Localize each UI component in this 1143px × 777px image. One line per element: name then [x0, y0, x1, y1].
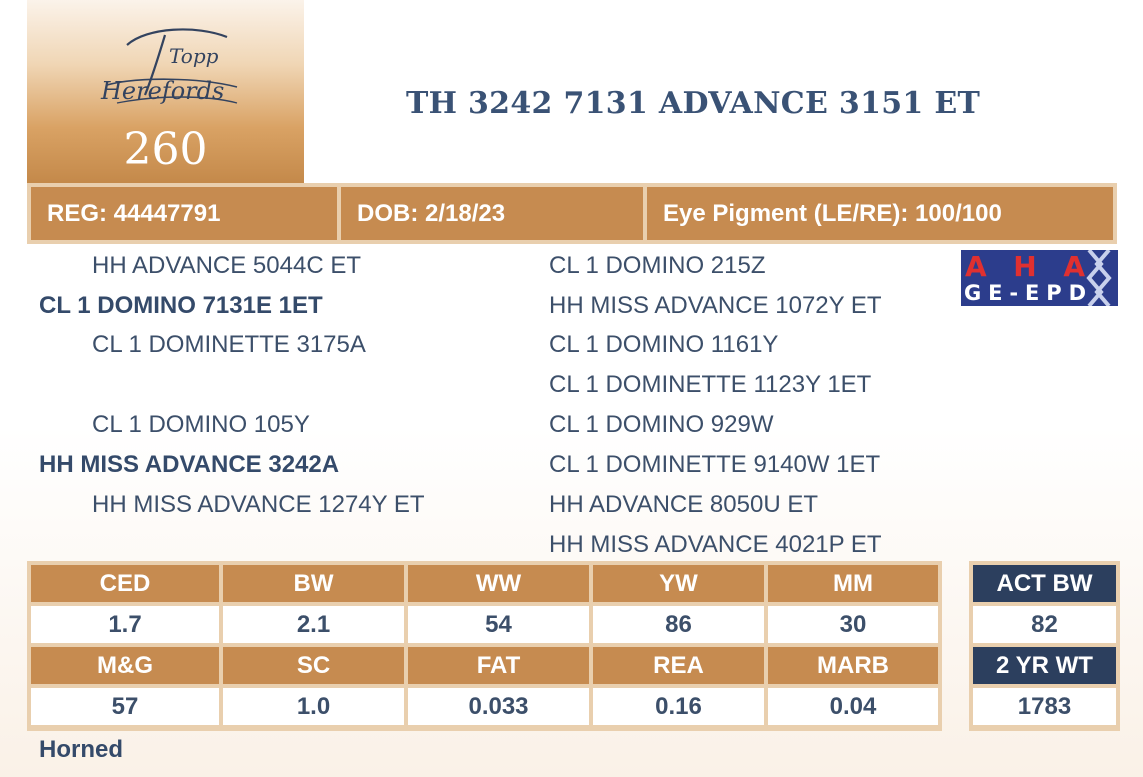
pedigree-sire-dam: CL 1 DOMINETTE 3175A [92, 331, 366, 358]
epd-header-marb: MARB [768, 647, 938, 684]
registration-bar [27, 183, 1117, 244]
epd-header-ww: WW [408, 565, 589, 602]
two-yr-wt-value: 1783 [973, 688, 1116, 725]
epd-value-rea: 0.16 [593, 688, 764, 725]
epd-value-bw: 2.1 [223, 606, 404, 643]
pedigree-sire-sire: HH ADVANCE 5044C ET [92, 252, 361, 279]
pedigree-great-grandparent: HH ADVANCE 8050U ET [549, 491, 818, 518]
epd-value-yw: 86 [593, 606, 764, 643]
act-bw-value: 82 [973, 606, 1116, 643]
epd-value-ww: 54 [408, 606, 589, 643]
pedigree-great-grandparent: CL 1 DOMINETTE 1123Y 1ET [549, 371, 872, 398]
epd-header-fat: FAT [408, 647, 589, 684]
epd-header-rea: REA [593, 647, 764, 684]
aha-ge-epd-logo [961, 250, 1118, 306]
pedigree-sire: CL 1 DOMINO 7131E 1ET [39, 292, 323, 319]
epd-value-mm: 30 [768, 606, 938, 643]
epd-header-yw: YW [593, 565, 764, 602]
lot-number: 260 [123, 124, 208, 175]
epd-header-mm: MM [768, 565, 938, 602]
epd-header-sc: SC [223, 647, 404, 684]
topp-herefords-logo [87, 25, 247, 115]
reg-number: REG: 44447791 [47, 199, 221, 227]
pedigree-dam-sire: CL 1 DOMINO 105Y [92, 411, 310, 438]
pedigree-dam: HH MISS ADVANCE 3242A [39, 451, 340, 478]
actual-weights-table [969, 561, 1120, 731]
pedigree-great-grandparent: HH MISS ADVANCE 4021P ET [549, 531, 882, 558]
epd-value-ced: 1.7 [31, 606, 219, 643]
pedigree-great-grandparent: CL 1 DOMINO 215Z [549, 252, 766, 279]
pedigree-great-grandparent: HH MISS ADVANCE 1072Y ET [549, 292, 882, 319]
horned-status: Horned [39, 736, 123, 763]
epd-value-fat: 0.033 [408, 688, 589, 725]
epd-value-sc: 1.0 [223, 688, 404, 725]
two-yr-wt-label: 2 YR WT [973, 647, 1116, 684]
aha-ge-epd-badge [961, 250, 1118, 306]
date-of-birth: DOB: 2/18/23 [337, 187, 643, 240]
pedigree-great-grandparent: CL 1 DOMINO 929W [549, 411, 774, 438]
epd-table [27, 561, 942, 731]
epd-header-mg: M&G [31, 647, 219, 684]
epd-value-mg: 57 [31, 688, 219, 725]
logo-panel [27, 0, 304, 183]
pedigree-great-grandparent: CL 1 DOMINETTE 9140W 1ET [549, 451, 881, 478]
act-bw-label: ACT BW [973, 565, 1116, 602]
svg-text:GE-EPD: GE-EPD [964, 281, 1086, 305]
svg-text:AHA: AHA [965, 250, 1085, 283]
epd-header-ced: CED [31, 565, 219, 602]
svg-text:Herefords: Herefords [101, 77, 225, 105]
eye-pigment: Eye Pigment (LE/RE): 100/100 [643, 187, 1113, 240]
pedigree-great-grandparent: CL 1 DOMINO 1161Y [549, 331, 779, 358]
pedigree-dam-dam: HH MISS ADVANCE 1274Y ET [92, 491, 425, 518]
epd-header-bw: BW [223, 565, 404, 602]
epd-value-marb: 0.04 [768, 688, 938, 725]
svg-text:Topp: Topp [169, 44, 219, 68]
animal-name: TH 3242 7131 ADVANCE 3151 ET [406, 86, 981, 121]
